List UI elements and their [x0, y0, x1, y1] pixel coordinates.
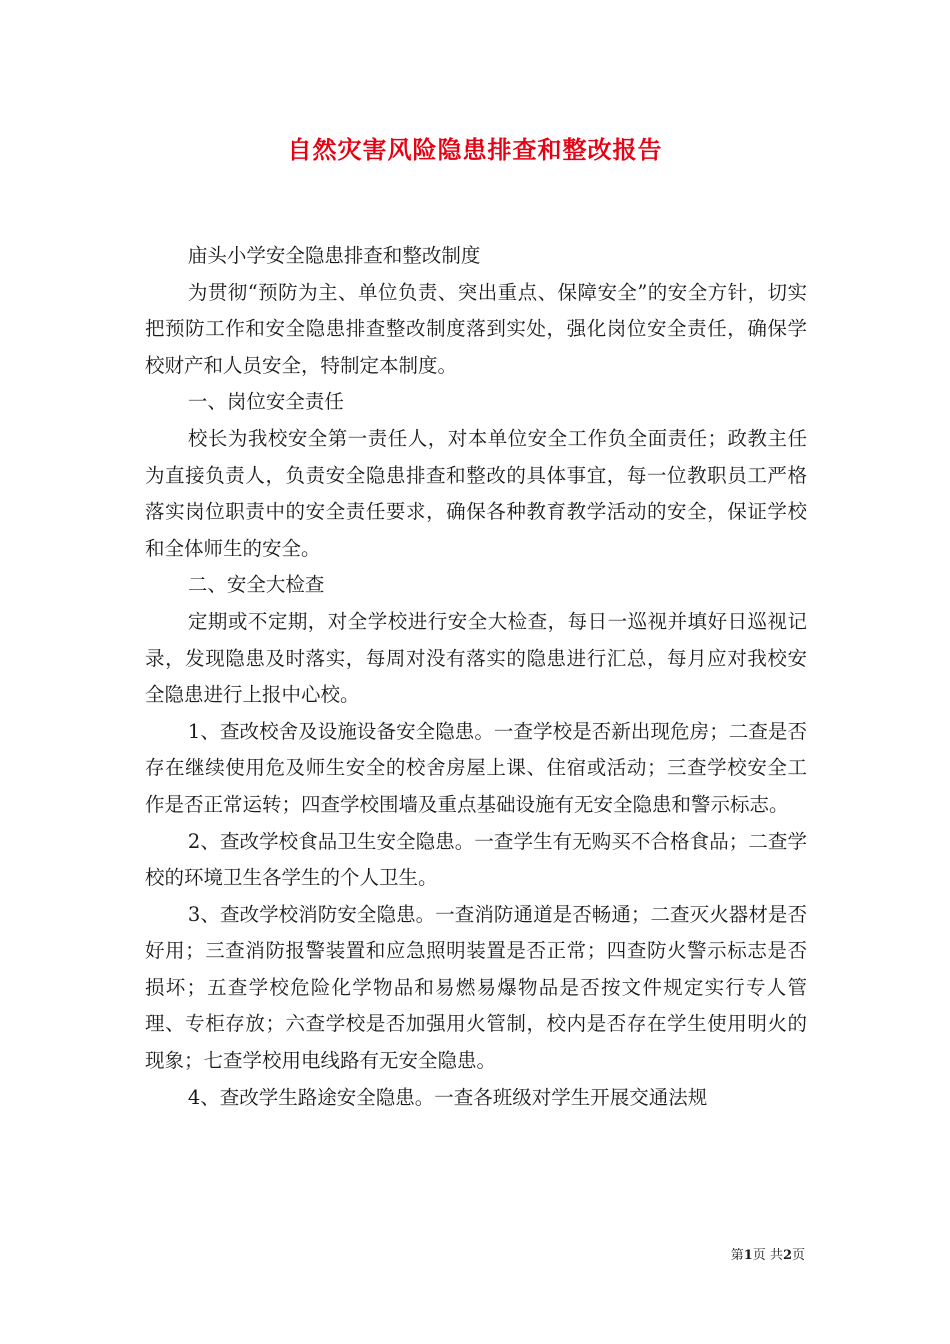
page-middle: 页 共	[752, 1248, 783, 1263]
page-total: 2	[782, 1248, 792, 1263]
paragraph-intro: 为贯彻“预防为主、单位负责、突出重点、保障安全”的安全方针，切实把预防工作和安全隐患排查整改制度落到实处，强化岗位安全责任，确保学校财产和人员安全，特制定本制度。	[145, 280, 807, 377]
page-current: 1	[743, 1248, 753, 1263]
page-suffix: 页	[791, 1248, 805, 1263]
section-heading-1: 一、岗位安全责任	[187, 390, 344, 414]
document-body	[145, 238, 807, 1116]
paragraph-item-4: 4、查改学生路途安全隐患。一查各班级对学生开展交通法规	[187, 1085, 708, 1109]
paragraph-responsibility: 校长为我校安全第一责任人，对本单位安全工作负全面责任；政教主任为直接负责人，负责安全隐患排查和整改的具体事宜，每一位教职员工严格落实岗位职责中的安全责任要求，确保各种教育教学活动的安全，保证学校和全体师生的安全。	[145, 426, 807, 560]
paragraph-item-2: 2、查改学校食品卫生安全隐患。一查学生有无购买不合格食品；二查学校的环境卫生各学生的个人卫生。	[145, 829, 807, 890]
page-prefix: 第	[730, 1248, 744, 1263]
paragraph-item-3: 3、查改学校消防安全隐患。一查消防通道是否畅通；二查灭火器材是否好用；三查消防报警装置和应急照明装置是否正常；四查防火警示标志是否损坏；五查学校危险化学物品和易燃易爆物品是否按文件规定实行专人管理、专柜存放；六查学校是否加强用火管制，校内是否存在学生使用明火的现象；七查学校用电线路有无安全隐患。	[145, 902, 807, 1073]
paragraph-item-1: 1、查改校舍及设施设备安全隐患。一查学校是否新出现危房；二查是否存在继续使用危及师生安全的校舍房屋上课、住宿或活动；三查学校安全工作是否正常运转；四查学校围墙及重点基础设施有无安全隐患和警示标志。	[145, 719, 807, 816]
document-subtitle: 庙头小学安全隐患排查和整改制度	[187, 244, 481, 267]
document-title: 自然灾害风险隐患排查和整改报告	[287, 135, 663, 164]
page-number	[731, 1247, 805, 1265]
section-heading-2: 二、安全大检查	[187, 573, 325, 597]
paragraph-inspection: 定期或不定期，对全学校进行安全大检查，每日一巡视并填好日巡视记录，发现隐患及时落实，每周对没有落实的隐患进行汇总，每月应对我校安全隐患进行上报中心校。	[145, 609, 807, 707]
